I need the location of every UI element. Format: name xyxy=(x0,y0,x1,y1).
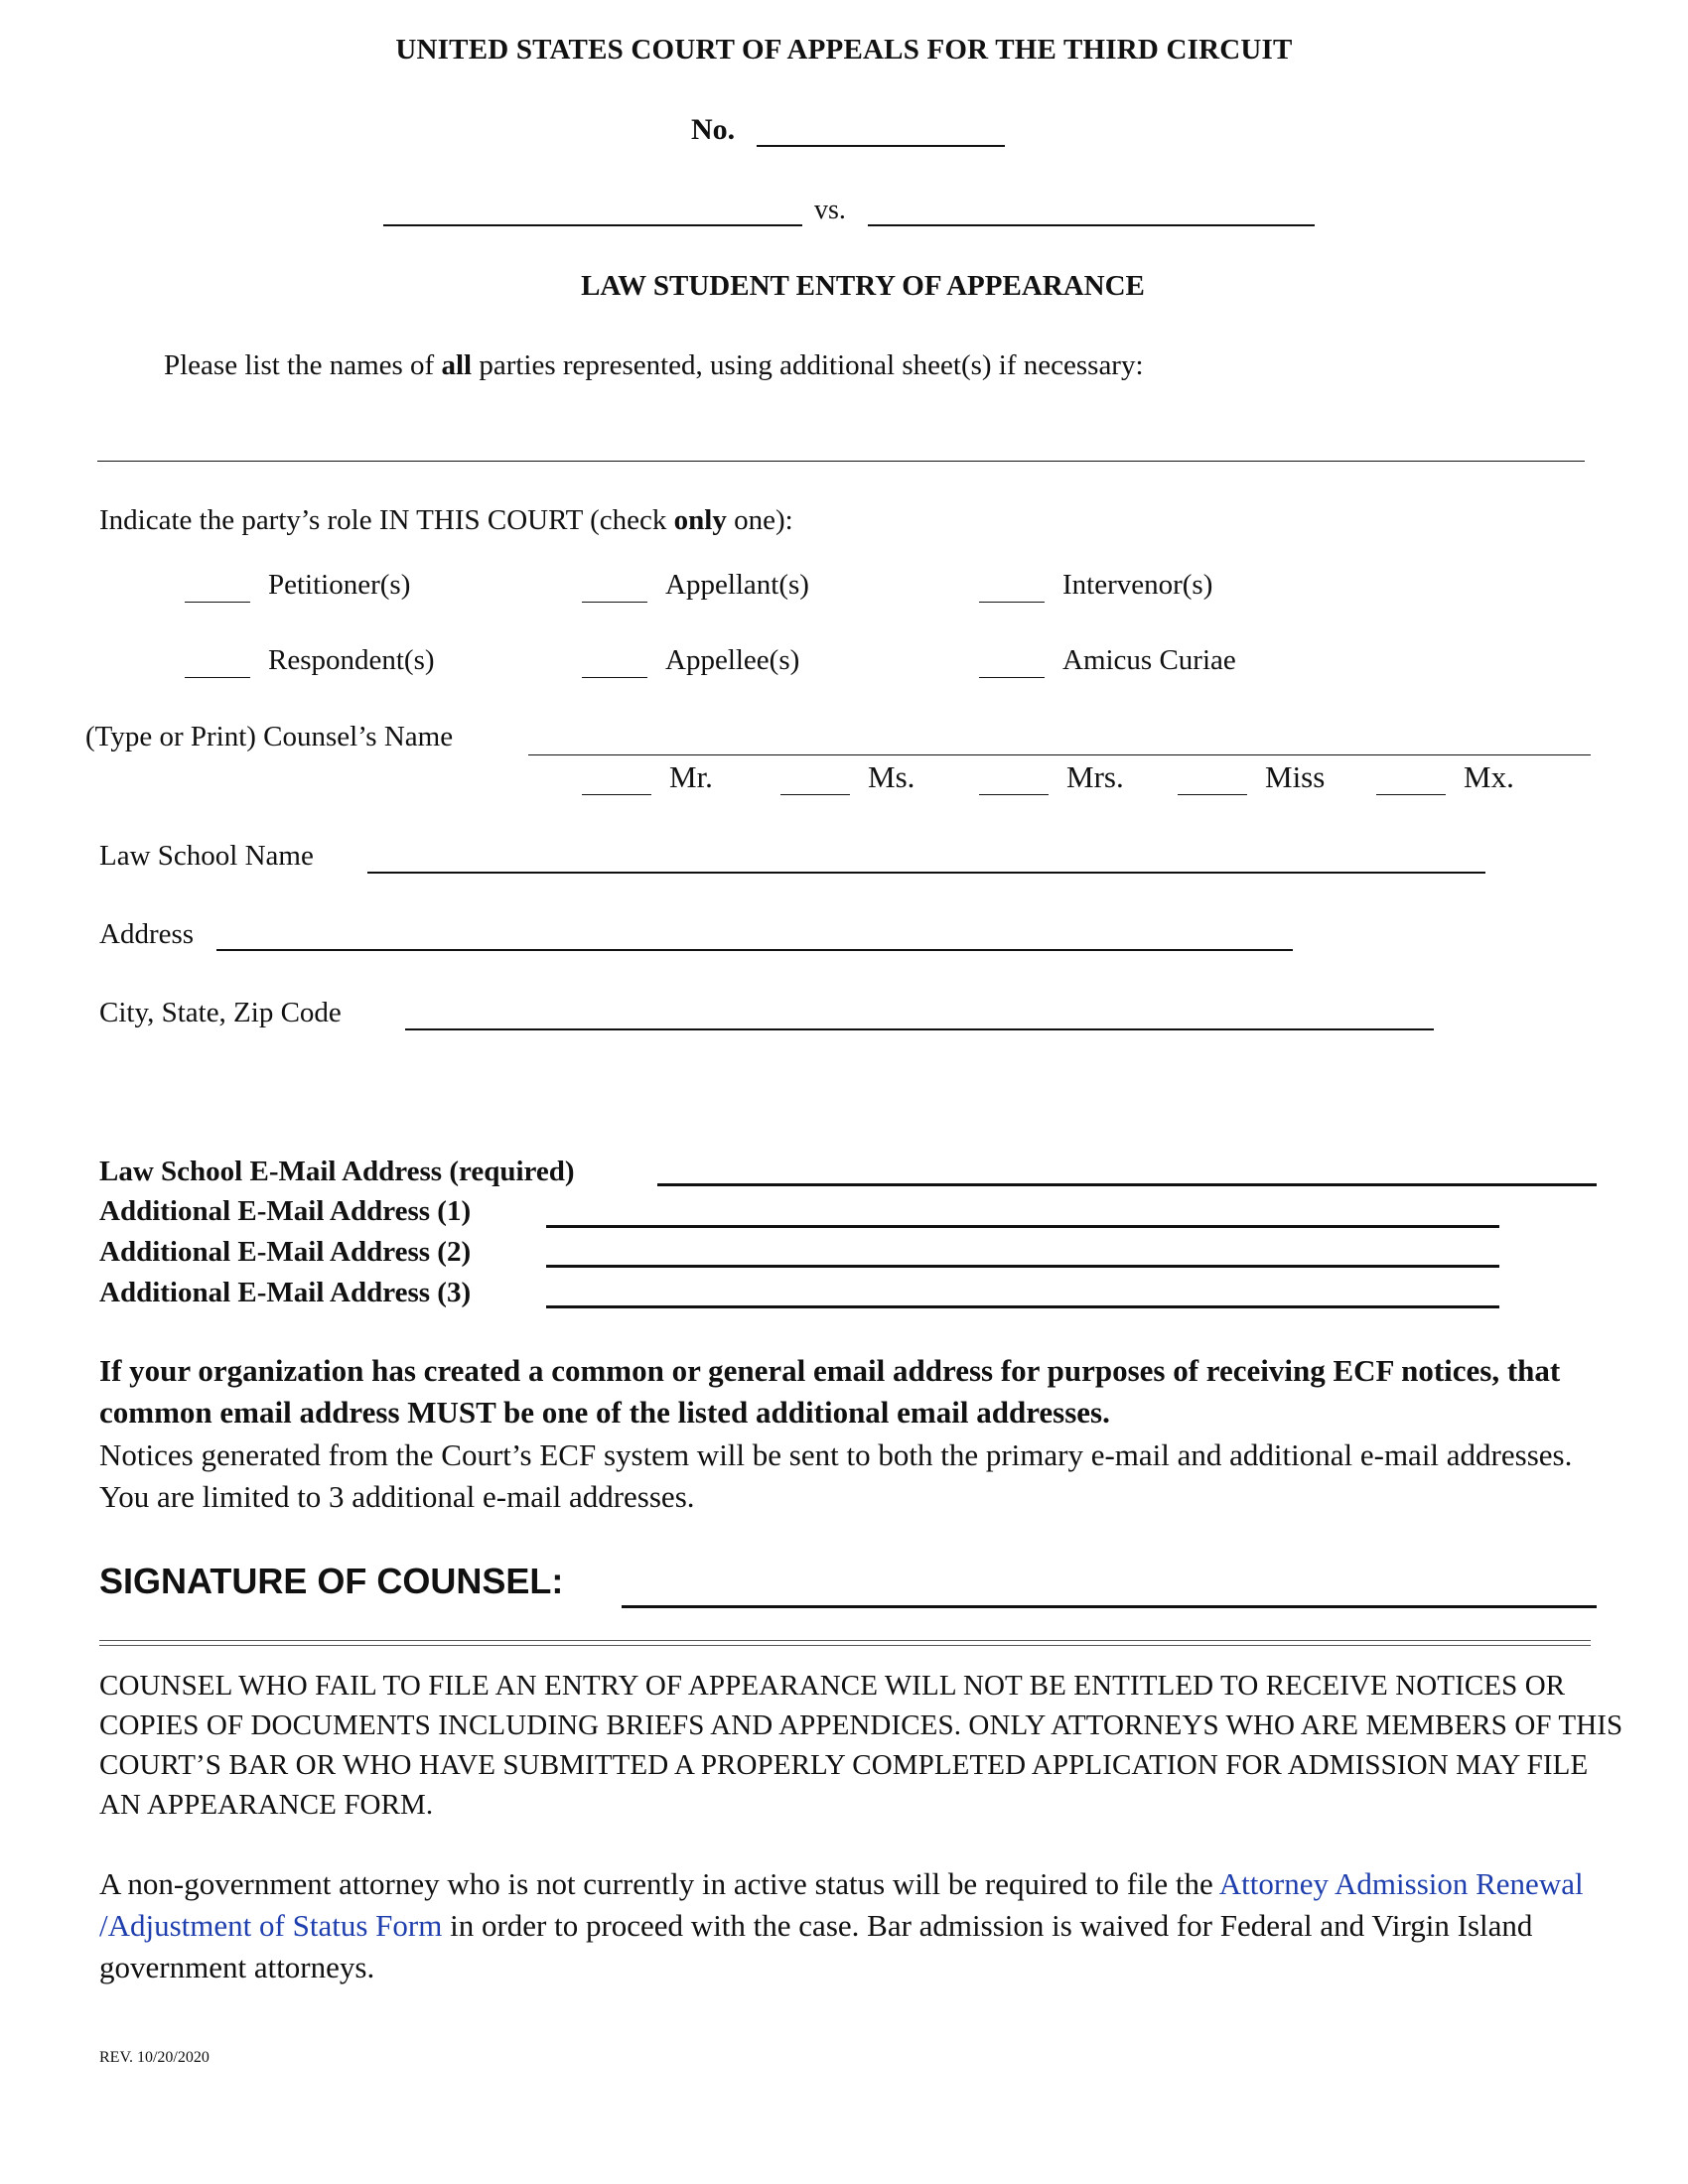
counsel-name-field[interactable] xyxy=(528,754,1591,755)
case-number-label: No. xyxy=(691,113,736,146)
email-additional-2-label: Additional E-Mail Address (2) xyxy=(99,1236,472,1268)
city-state-zip-field[interactable] xyxy=(405,1028,1434,1030)
role-checkbox-appellee[interactable] xyxy=(582,677,647,678)
versus-label: vs. xyxy=(814,195,846,225)
title-checkbox-ms[interactable] xyxy=(780,794,850,795)
form-title: LAW STUDENT ENTRY OF APPEARANCE xyxy=(581,270,1145,302)
active-status-paragraph xyxy=(99,1863,1609,1988)
party-two-field[interactable] xyxy=(868,224,1315,226)
case-number-field[interactable] xyxy=(757,145,1005,147)
appearance-warning: COUNSEL WHO FAIL TO FILE AN ENTRY OF APPEARANCE WILL NOT BE ENTITLED TO RECEIVE NOTICES OR COPIES OF DOCUMENTS INCLUDING BRIEFS AND APPENDICES. ONLY ATTORNEYS WHO ARE MEMBERS OF THIS COURT’S BAR OR WHO HAVE SUBMITTED A PROPERLY COMPLETED APPLICATION FOR ADMISSION MAY FILE AN APPEARANCE FORM. xyxy=(99,1670,1623,1821)
title-checkbox-miss[interactable] xyxy=(1178,794,1247,795)
title-checkbox-mr[interactable] xyxy=(582,794,651,795)
email-required-label: Law School E-Mail Address (required) xyxy=(99,1156,575,1187)
ecf-notice-info: Notices generated from the Court’s ECF system will be sent to both the primary e-mail and additional e-mail addresses. You are limited to 3 additional e-mail addresses. xyxy=(99,1437,1573,1514)
title-checkbox-mrs[interactable] xyxy=(979,794,1049,795)
parties-prompt-pre: Please list the names of xyxy=(164,349,442,381)
title-label-mr: Mr. xyxy=(669,759,713,794)
email-additional-1-label: Additional E-Mail Address (1) xyxy=(99,1195,472,1227)
parties-represented-field[interactable] xyxy=(97,461,1585,462)
role-prompt-post: one): xyxy=(726,504,793,536)
role-label-appellant: Appellant(s) xyxy=(665,569,809,601)
law-school-name-field[interactable] xyxy=(367,872,1485,874)
role-checkbox-respondent[interactable] xyxy=(185,677,250,678)
city-state-zip-label: City, State, Zip Code xyxy=(99,997,342,1028)
signature-label: SIGNATURE OF COUNSEL: xyxy=(99,1561,564,1601)
address-label: Address xyxy=(99,918,195,950)
signature-field[interactable] xyxy=(622,1605,1597,1608)
attorney-admission-renewal-link[interactable]: Attorney Admission Renewal /Adjustment of Status Form xyxy=(99,1866,1584,1943)
party-one-field[interactable] xyxy=(383,224,802,226)
parties-prompt xyxy=(164,349,1144,382)
email-additional-2-field[interactable] xyxy=(546,1265,1499,1268)
role-prompt xyxy=(99,504,793,537)
law-school-name-label: Law School Name xyxy=(99,840,314,872)
parties-prompt-post: parties represented, using additional sheet(s) if necessary: xyxy=(472,349,1144,381)
role-checkbox-appellant[interactable] xyxy=(582,602,647,603)
section-divider xyxy=(99,1640,1591,1646)
role-label-amicus: Amicus Curiae xyxy=(1062,644,1236,676)
revision-date: REV. 10/20/2020 xyxy=(99,2049,210,2066)
role-label-intervenor: Intervenor(s) xyxy=(1062,569,1213,601)
parties-prompt-emphasis: all xyxy=(441,349,473,381)
role-checkbox-intervenor[interactable] xyxy=(979,602,1045,603)
role-prompt-emphasis: only xyxy=(673,504,727,536)
title-label-ms: Ms. xyxy=(868,759,915,794)
court-title: UNITED STATES COURT OF APPEALS FOR THE THIRD CIRCUIT xyxy=(395,34,1293,66)
common-email-notice: If your organization has created a common or general email address for purposes of receiving ECF notices, that common email address MUST be one of the listed additional email addresses. xyxy=(99,1353,1561,1430)
role-prompt-pre: Indicate the party’s role IN THIS COURT (check xyxy=(99,504,674,536)
role-label-appellee: Appellee(s) xyxy=(665,644,800,676)
status-text-pre: A non-government attorney who is not currently in active status will be required to file the xyxy=(99,1866,1219,1901)
title-checkbox-mx[interactable] xyxy=(1376,794,1446,795)
role-label-petitioner: Petitioner(s) xyxy=(268,569,411,601)
role-label-respondent: Respondent(s) xyxy=(268,644,435,676)
title-label-mx: Mx. xyxy=(1464,759,1514,794)
email-additional-1-field[interactable] xyxy=(546,1225,1499,1228)
title-label-miss: Miss xyxy=(1265,759,1326,794)
title-label-mrs: Mrs. xyxy=(1066,759,1124,794)
email-additional-3-field[interactable] xyxy=(546,1305,1499,1308)
counsel-name-label: (Type or Print) Counsel’s Name xyxy=(85,721,454,752)
role-checkbox-petitioner[interactable] xyxy=(185,602,250,603)
email-additional-3-label: Additional E-Mail Address (3) xyxy=(99,1277,472,1308)
email-required-field[interactable] xyxy=(657,1183,1597,1186)
role-checkbox-amicus[interactable] xyxy=(979,677,1045,678)
status-text-post: in order to proceed with the case. Bar admission is waived for Federal and Virgin Island government attorneys. xyxy=(99,1908,1533,1984)
address-field[interactable] xyxy=(216,949,1293,951)
